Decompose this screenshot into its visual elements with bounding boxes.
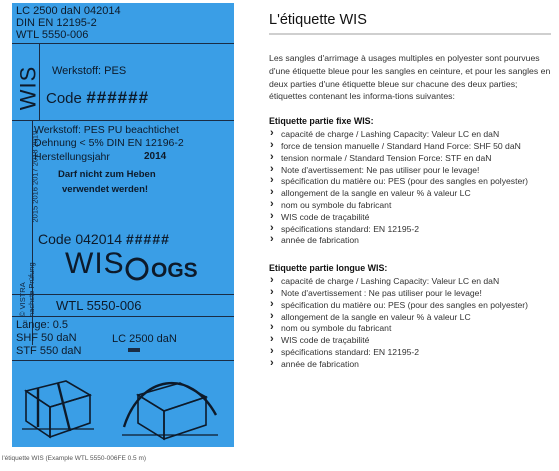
list-item: › année de fabrication (269, 359, 555, 371)
list-item: › Note d'avertissement : Ne pas utiliser pour le levage! (269, 288, 555, 300)
document-column (269, 12, 555, 371)
list-item: › allongement de la sangle en valeur % à valeur LC (269, 312, 555, 324)
list-item: › Note d'avertissement: Ne pas utiliser pour le levage! (269, 165, 555, 177)
list-item: › capacité de charge / Lashing Capacity: Valeur LC en daN (269, 276, 555, 288)
list-item: › année de fabrication (269, 235, 555, 247)
label-code-2-row (38, 231, 170, 247)
label-line-lc: LC 2500 daN 042014 (16, 5, 121, 17)
label-werkstoff-2: Werkstoff: PES PU beachtichet (34, 124, 179, 136)
label-laenge: Länge: 0.5 (16, 319, 68, 331)
label-code-2: Code 042014 (38, 231, 123, 247)
label-warning-2: verwendet werden! (62, 184, 149, 195)
wis-blue-label (12, 3, 234, 447)
intro-paragraph: Les sangles d'arrimage à usages multiples en polyester sont pourvues d'une étiquette bleue pour les sangles en ceinture, et pour les sangles en deux parties d'une étiquette bleue sur chacune des deux parties; étiquettes contenant les informa-tions suivantes: (269, 53, 551, 102)
label-caption: l'étiquette WIS (Example WTL 5550-006FE 0.5 m) (2, 455, 147, 462)
list-item: › spécification du matière ou: PES (pour des sangles en polyester) (269, 176, 555, 188)
list-item: › spécifications standard: EN 12195-2 (269, 347, 555, 359)
section-heading-fixed: Etiquette partie fixe WIS: (269, 116, 374, 127)
list-item: › nom ou symbole du fabricant (269, 200, 555, 212)
ogs-logo-icon (125, 256, 203, 282)
list-item: › nom ou symbole du fabricant (269, 323, 555, 335)
label-wis-big: WIS (65, 247, 125, 280)
label-code-hash: ###### (86, 88, 150, 107)
list-item: › tension normale / Standard Tension Force: STF en daN (269, 153, 555, 165)
label-code-row (46, 88, 149, 108)
document-title: L'étiquette WIS (269, 12, 551, 35)
label-lc: LC 2500 daN (112, 333, 177, 345)
label-line-din: DIN EN 12195-2 (16, 17, 97, 29)
label-year: 2014 (144, 151, 167, 162)
label-inspection-years: 2015 2016 2017 2018 2019 (30, 130, 40, 223)
label-rule (12, 360, 234, 361)
fixed-part-list (269, 129, 555, 247)
label-herstellungsjahr: Herstellungsjahr (34, 151, 110, 163)
label-code-2-hash: ##### (125, 231, 170, 247)
label-shf: SHF 50 daN (16, 332, 77, 344)
list-item: › WIS code de traçabilité (269, 335, 555, 347)
long-part-list (269, 276, 555, 370)
cargo-lashing-pictogram-icon (18, 365, 98, 445)
label-rule (12, 316, 234, 317)
label-rule (12, 120, 234, 121)
label-stf: STF 550 daN (16, 345, 82, 357)
label-code-word: Code (46, 90, 82, 107)
label-dehnung: Dehnung < 5% DIN EN 12196-2 (34, 137, 184, 149)
label-wis-vertical: WIS (15, 65, 41, 111)
label-warning-1: Darf nicht zum Heben (58, 169, 156, 180)
list-item: › WIS code de traçabilité (269, 212, 555, 224)
label-line-wtl: WTL 5550-006 (16, 29, 89, 41)
list-item: › capacité de charge / Lashing Capacity: Valeur LC en daN (269, 129, 555, 141)
cargo-tie-down-pictogram-icon (120, 365, 220, 445)
list-item: › spécifications standard: EN 12195-2 (269, 224, 555, 236)
label-rule (12, 43, 234, 44)
list-item: › allongement de la sangle en valeur % à valeur LC (269, 188, 555, 200)
label-wtl-2: WTL 5550-006 (56, 298, 142, 313)
label-rule (12, 294, 234, 295)
label-lc-bar (128, 348, 140, 352)
list-item: › spécification du matière ou: PES (pour des sangles en polyester) (269, 300, 555, 312)
label-vistra-vertical: © VISTRA nachste Prüfung (18, 262, 36, 317)
list-item: › force de tension manuelle / Standard Hand Force: SHF 50 daN (269, 141, 555, 153)
ogs-logo-text: OGS (151, 259, 198, 282)
section-heading-long: Etiquette partie longue WIS: (269, 263, 388, 274)
label-werkstoff: Werkstoff: PES (52, 65, 127, 77)
